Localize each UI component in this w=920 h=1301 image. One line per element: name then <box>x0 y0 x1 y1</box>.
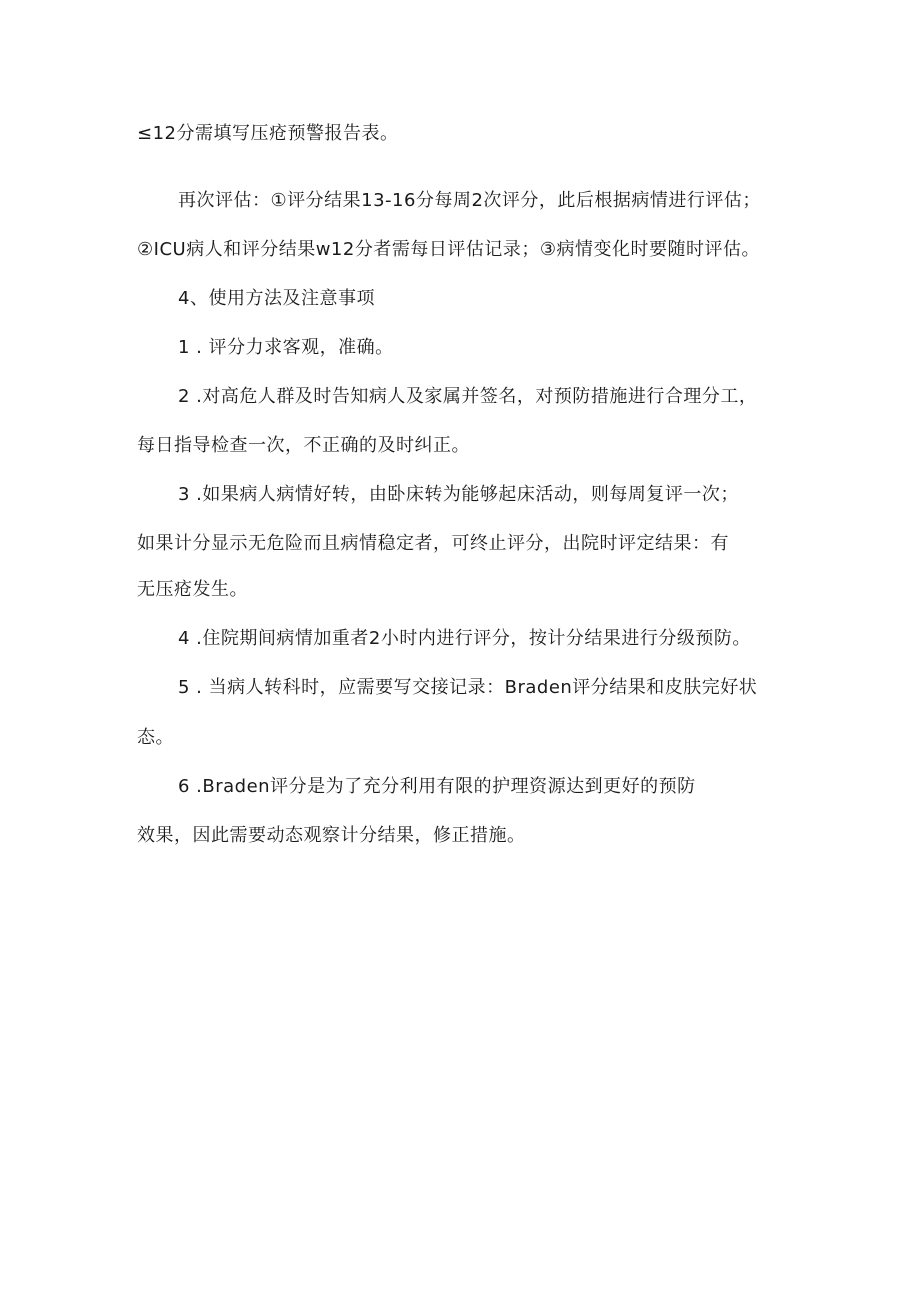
list-item-6: 6 .Braden评分是为了充分利用有限的护理资源达到更好的预防 <box>178 776 696 797</box>
list-item-2: 2 .对高危人群及时告知病人及家属并签名，对预防措施进行合理分工， <box>178 386 758 407</box>
text-line-reassessment: 再次评估：①评分结果13-16分每周2次评分，此后根据病情进行评估； <box>178 190 761 211</box>
list-item-5: 5 . 当病人转科时，应需要写交接记录：Braden评分结果和皮肤完好状 <box>178 677 758 698</box>
text-line-reassessment-cont: ②ICU病人和评分结果w12分者需每日评估记录；③病情变化时要随时评估。 <box>137 239 760 260</box>
list-item-3-cont2: 无压疮发生。 <box>137 579 248 600</box>
list-item-1: 1 . 评分力求客观，准确。 <box>178 337 394 358</box>
list-item-3: 3 .如果病人病情好转，由卧床转为能够起床活动，则每周复评一次； <box>178 484 739 505</box>
list-item-5-cont: 态。 <box>137 727 174 748</box>
text-line-threshold-note: ≤12分需填写压疮预警报告表。 <box>137 123 399 144</box>
list-item-3-cont: 如果计分显示无危险而且病情稳定者，可终止评分，出院时评定结果：有 <box>137 533 729 554</box>
section-heading-usage: 4、使用方法及注意事项 <box>178 288 375 309</box>
list-item-4: 4 .住院期间病情加重者2小时内进行评分，按计分结果进行分级预防。 <box>178 628 751 649</box>
list-item-6-cont: 效果，因此需要动态观察计分结果，修正措施。 <box>137 825 526 846</box>
list-item-2-cont: 每日指导检查一次，不正确的及时纠正。 <box>137 435 470 456</box>
